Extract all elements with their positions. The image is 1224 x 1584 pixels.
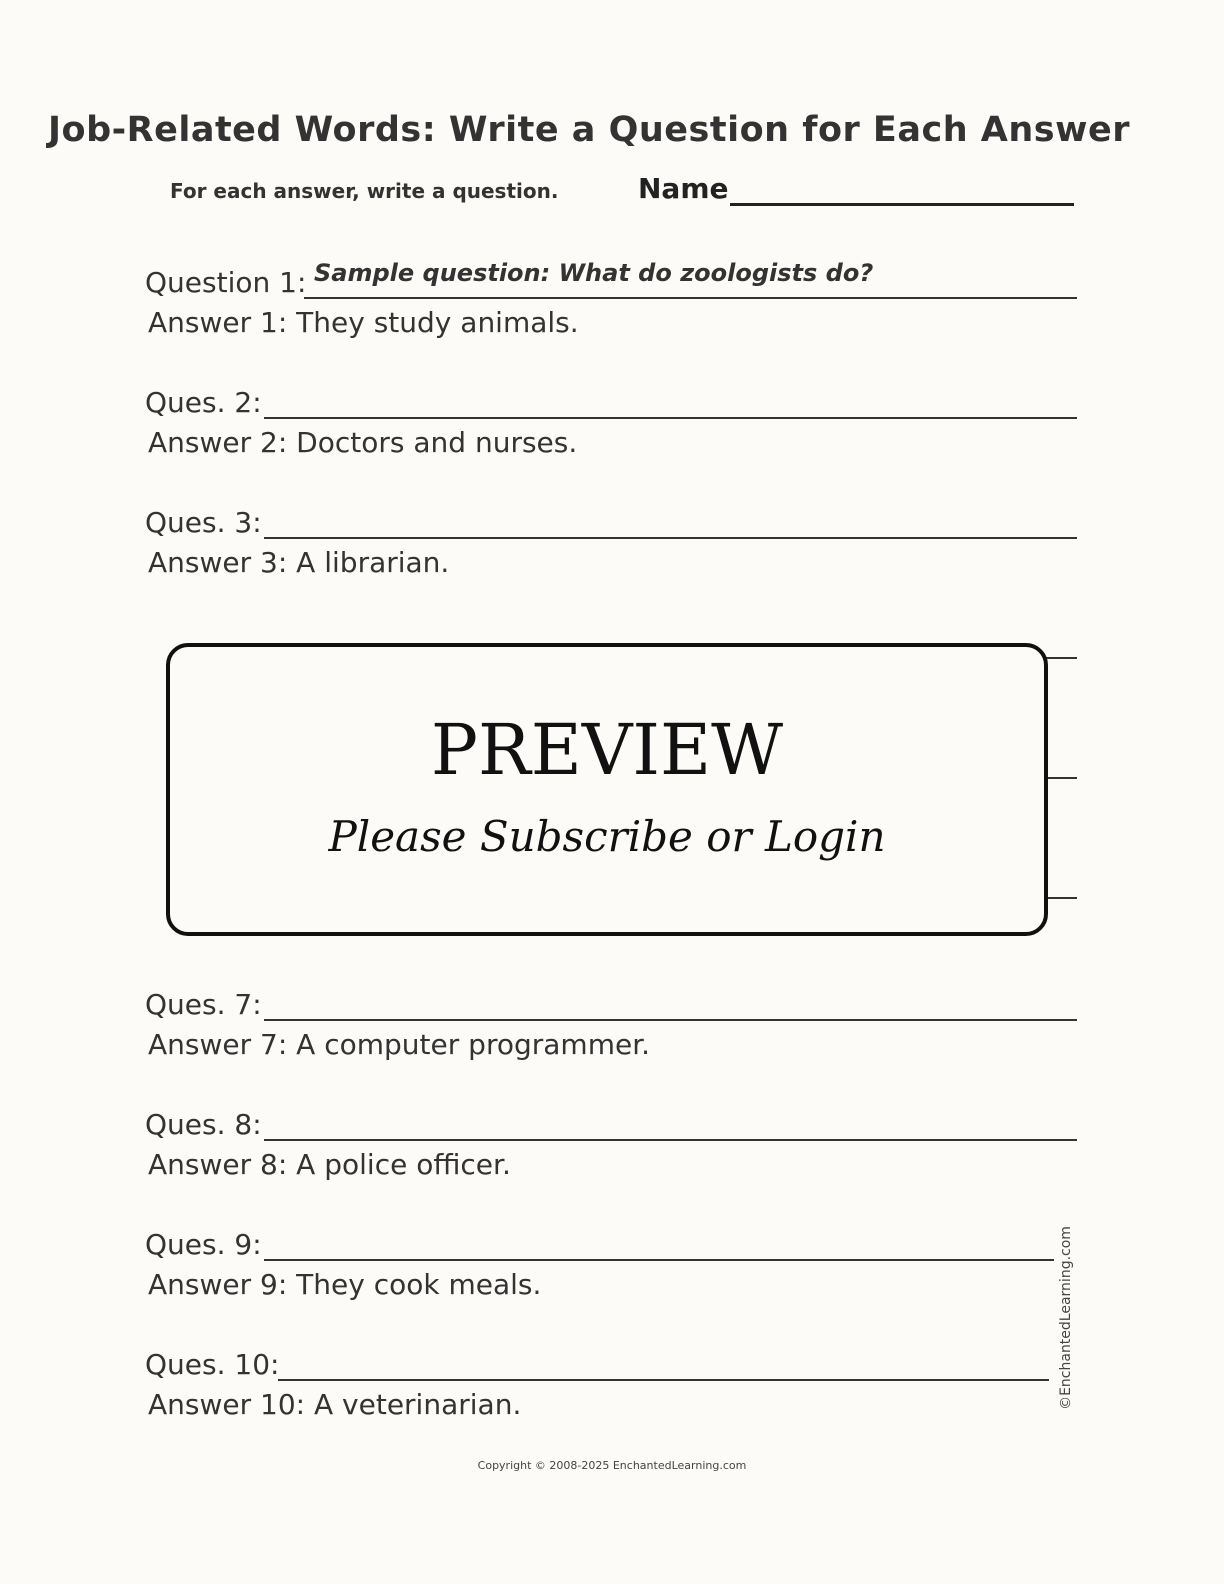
- question-line-3[interactable]: [264, 537, 1077, 539]
- question-label-3: Ques. 3:: [145, 506, 262, 539]
- question-label-10: Ques. 10:: [145, 1348, 280, 1381]
- question-line-2[interactable]: [264, 417, 1077, 419]
- side-credit: ©EnchantedLearning.com: [1058, 1226, 1074, 1410]
- question-line-7[interactable]: [264, 1019, 1077, 1021]
- subscribe-login-prompt[interactable]: Please Subscribe or Login: [328, 812, 886, 861]
- name-label: Name: [638, 172, 729, 205]
- question-label-2: Ques. 2:: [145, 386, 262, 419]
- answer-7: Answer 7: A computer programmer.: [148, 1028, 651, 1061]
- answer-1: Answer 1: They study animals.: [148, 306, 579, 339]
- question-line-1[interactable]: [304, 297, 1077, 299]
- answer-2: Answer 2: Doctors and nurses.: [148, 426, 578, 459]
- answer-3: Answer 3: A librarian.: [148, 546, 450, 579]
- copyright-footer: Copyright © 2008-2025 EnchantedLearning.com: [477, 1459, 747, 1472]
- question-label-7: Ques. 7:: [145, 988, 262, 1021]
- question-label-9: Ques. 9:: [145, 1228, 262, 1261]
- answer-8: Answer 8: A police officer.: [148, 1148, 511, 1181]
- worksheet-title: Job-Related Words: Write a Question for Each Answer: [48, 110, 1130, 150]
- answer-10: Answer 10: A veterinarian.: [148, 1388, 522, 1421]
- preview-title: PREVIEW: [430, 709, 784, 791]
- question-label-1: Question 1:: [145, 266, 307, 299]
- question-line-9[interactable]: [264, 1259, 1054, 1261]
- answer-9: Answer 9: They cook meals.: [148, 1268, 542, 1301]
- preview-overlay[interactable]: [166, 643, 1048, 936]
- name-line: [730, 203, 1074, 206]
- question-label-8: Ques. 8:: [145, 1108, 262, 1141]
- question-line-8[interactable]: [264, 1139, 1077, 1141]
- question-line-10[interactable]: [278, 1379, 1049, 1381]
- instructions: For each answer, write a question.: [170, 179, 559, 203]
- sample-question: Sample question: What do zoologists do?: [314, 259, 874, 287]
